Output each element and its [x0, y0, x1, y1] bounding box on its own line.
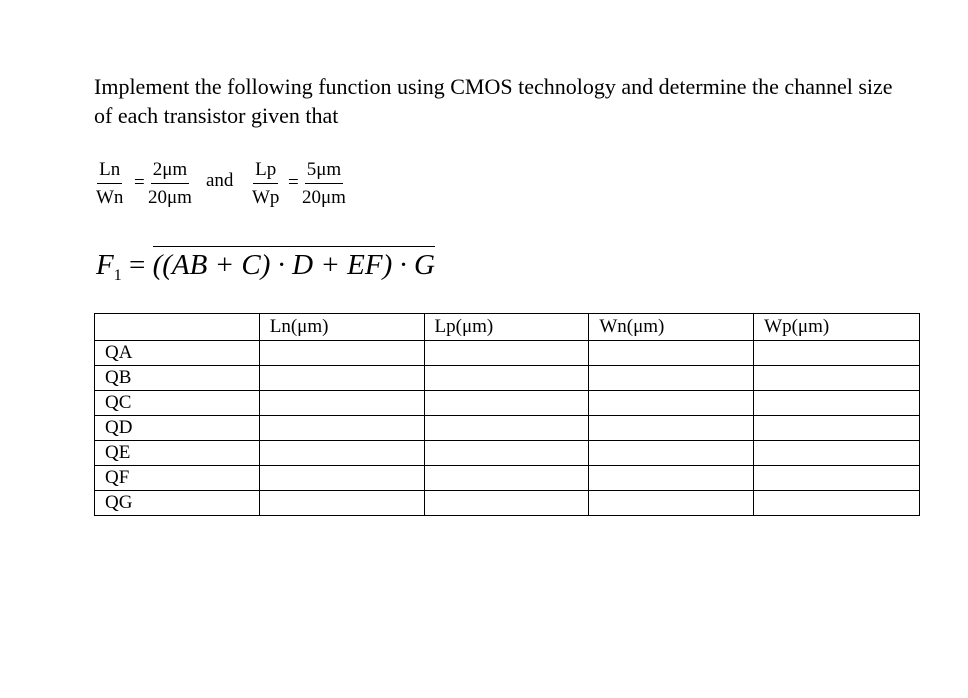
- table-row: [95, 416, 920, 441]
- transistor-label: QE: [95, 441, 260, 466]
- lp-cell[interactable]: [424, 466, 589, 491]
- lp-label: Lp: [253, 158, 278, 184]
- wp-cell[interactable]: [754, 416, 920, 441]
- table-header-row: [95, 314, 920, 341]
- lp-cell[interactable]: [424, 341, 589, 366]
- transistor-label: QB: [95, 366, 260, 391]
- header-ln: Ln(μm): [259, 314, 424, 341]
- ln-cell[interactable]: [259, 366, 424, 391]
- channel-size-table: [94, 313, 920, 516]
- function-expression: ((AB + C) · D + EF) · G: [152, 249, 435, 281]
- wn-label: Wn: [96, 187, 124, 208]
- table-row: [95, 491, 920, 516]
- wn-cell[interactable]: [589, 416, 754, 441]
- function-equals: =: [128, 249, 146, 281]
- header-wp: Wp(μm): [754, 314, 920, 341]
- function-name: F: [96, 249, 114, 281]
- table-row: [95, 466, 920, 491]
- lp-cell[interactable]: [424, 491, 589, 516]
- transistor-label: QA: [95, 341, 260, 366]
- and-word: and: [206, 170, 234, 191]
- transistor-label: QC: [95, 391, 260, 416]
- wp-label: Wp: [252, 187, 280, 208]
- transistor-label: QG: [95, 491, 260, 516]
- wn-cell[interactable]: [589, 366, 754, 391]
- n-value-fraction: [148, 158, 192, 210]
- header-transistor: [95, 314, 260, 341]
- lp-cell[interactable]: [424, 416, 589, 441]
- ln-cell[interactable]: [259, 391, 424, 416]
- p-value-fraction: [302, 158, 346, 210]
- ln-cell[interactable]: [259, 466, 424, 491]
- function-subscript: 1: [113, 267, 122, 284]
- lp-cell[interactable]: [424, 441, 589, 466]
- wp-cell[interactable]: [754, 366, 920, 391]
- table-row: [95, 341, 920, 366]
- ln-cell[interactable]: [259, 341, 424, 366]
- header-wn: Wn(μm): [589, 314, 754, 341]
- wp-cell[interactable]: [754, 441, 920, 466]
- wp-cell[interactable]: [754, 341, 920, 366]
- table-row: [95, 366, 920, 391]
- table-row: [95, 441, 920, 466]
- lp-cell[interactable]: [424, 366, 589, 391]
- wn-cell[interactable]: [589, 391, 754, 416]
- wn-cell[interactable]: [589, 466, 754, 491]
- ln-cell[interactable]: [259, 441, 424, 466]
- function-expression-overbar: [153, 246, 435, 282]
- wn-cell[interactable]: [589, 491, 754, 516]
- n-value-denominator: 20μm: [148, 187, 192, 208]
- header-lp: Lp(μm): [424, 314, 589, 341]
- wn-cell[interactable]: [589, 341, 754, 366]
- p-value-numerator: 5μm: [305, 158, 343, 184]
- ln-wn-fraction: [96, 158, 123, 210]
- n-value-numerator: 2μm: [151, 158, 189, 184]
- table-row: [95, 391, 920, 416]
- ln-cell[interactable]: [259, 416, 424, 441]
- wp-cell[interactable]: [754, 466, 920, 491]
- transistor-label: QD: [95, 416, 260, 441]
- wp-cell[interactable]: [754, 391, 920, 416]
- boolean-function: [96, 246, 435, 285]
- lp-cell[interactable]: [424, 391, 589, 416]
- wn-cell[interactable]: [589, 441, 754, 466]
- transistor-label: QF: [95, 466, 260, 491]
- ratio-p-equals: =: [288, 172, 299, 193]
- ratio-n-equals: =: [134, 172, 145, 193]
- p-value-denominator: 20μm: [302, 187, 346, 208]
- ln-cell[interactable]: [259, 491, 424, 516]
- lp-wp-fraction: [252, 158, 279, 210]
- problem-statement: Implement the following function using CMOS technology and determine the channel size of each transistor given that: [94, 74, 893, 128]
- ln-label: Ln: [97, 158, 122, 184]
- wp-cell[interactable]: [754, 491, 920, 516]
